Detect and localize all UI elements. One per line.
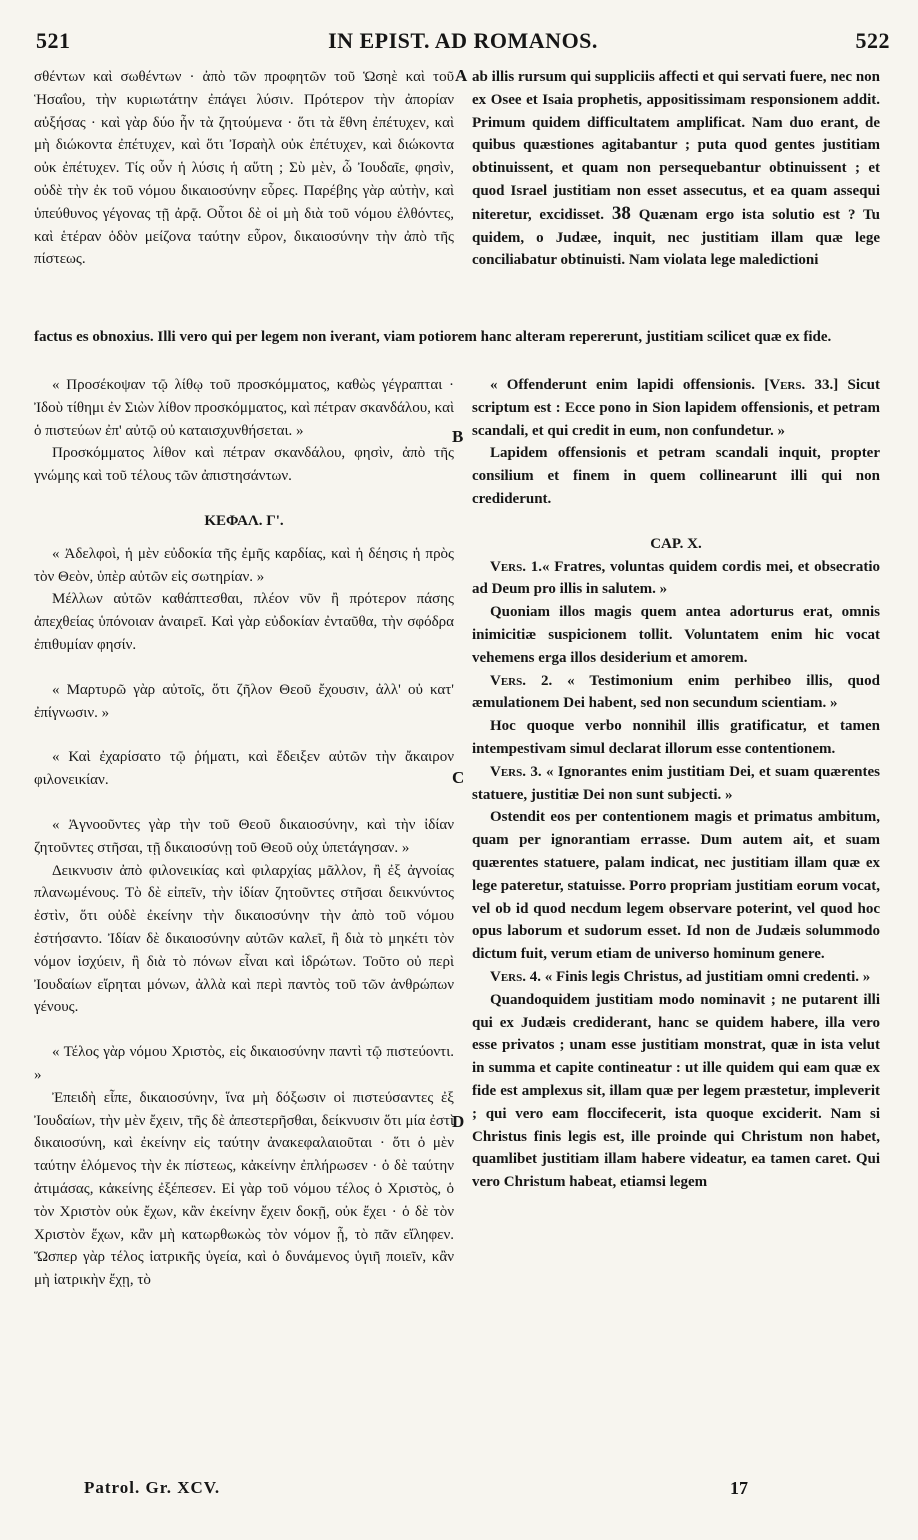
greek-quote: « Μαρτυρῶ γὰρ αὐτοῖς, ὅτι ζῆλον Θεοῦ ἔχουσιν, ἀλλ' οὐ κατ' ἐπίγνωσιν. » [34, 681, 454, 721]
latin-quote: « Offenderunt enim lapidi offensionis. [Vers. 33.] Sicut scriptum est : Ecce pono in Sion lapidem offensionis, et petram scandali, et qui credit in eum, non confundetur. » [472, 377, 881, 439]
greek-quote: « Τέλος γὰρ νόμου Χριστὸς, εἰς δικαιοσύνην παντὶ τῷ πιστεύοντι. » [34, 1044, 454, 1083]
latin-paragraph: Quoniam illos magis quem antea adorturus erat, omnis inimicitiæ suspicionem tollit. Voluntatem enim hic vocat vehemens erga illos desiderium et amorem. [472, 604, 880, 666]
greek-quote: « Ἀγνοοῦντες γὰρ τὴν τοῦ Θεοῦ δικαιοσύνην, καὶ τὴν ἰδίαν ζητοῦντες στῆσαι, τῇ δικαιοσύνῃ τοῦ Θεοῦ οὐχ ὑπετάγησαν. » [34, 816, 454, 856]
left-page-number: 521 [36, 28, 71, 53]
section-number: 38 [611, 202, 631, 224]
running-title: IN EPIST. AD ROMANOS. [328, 28, 598, 53]
greek-paragraph: Προσκόμματος λίθον καὶ πέτραν σκανδάλου, φησὶν, ἀπὸ τῆς γνώμης καὶ τοῦ τέλους τῶν ἀπιστησάντων. [34, 445, 454, 485]
latin-verse: Vers. 1.« Fratres, voluntas quidem cordis mei, et obsecratio ad Deum pro illis in salutem. » [472, 558, 880, 598]
footer-signature: 17 [730, 1478, 748, 1498]
latin-paragraph: ab illis rursum qui suppliciis affecti et qui servati fuere, nec non ex Osee et Isaia prophetis, appositissimam responsionem addit. Primum quidem difficultatem amplificat. Nam duo erant, de quibus quæstiones agitabantur ; puta quod gentes justitiam obtinuissent, et quam non persequebantur obtinuissent ; et quod Israel justitiam non esset assecutus, et ea quam assequi niteretur, excidisset. 38 Quænam ergo ista solutio est ? Tu quidem, o Judæe, inquit, nec justitiam illam quæ lege conciliabatur obtinuisti. Nam violata lege maledictioni [472, 69, 881, 269]
greek-quote: « Προσέκοψαν τῷ λίθῳ τοῦ προσκόμματος, καθὼς γέγραπται · Ἰδοὺ τίθημι ἐν Σιὼν λίθον προσκόμματος, καὶ πέτραν σκανδάλου, καὶ ὁ πιστεύων ἐπ' αὐτῷ οὐ καταισχυνθήσεται. » [34, 377, 454, 439]
latin-verse: Vers. 3. « Ignorantes enim justitiam Dei, et suam quærentes statuere, justitiæ Dei non sunt subjecti. » [472, 763, 881, 803]
greek-paragraph: Ἐπειδὴ εἶπε, δικαιοσύνην, ἵνα μὴ δόξωσιν οἱ πιστεύσαντες ἐξ Ἰουδαίων, τὴν μὲν ἔχειν, τῆς δὲ ἀπεστερῆσθαι, δείκνυσιν ὅτι μία ἐστὶ δικαιοσύνη, καὶ ἐκείνην εἰς ταύτην ἀνακεφαλαιοῦται · ὅτι ὁ μὲν ταύτην ἑλόμενος τὴν ἐκ πίστεως, κἀκείνην ἐπλήρωσεν · ὁ δὲ ταύτην ἀτιμάσας, κἀκείνης ἐξέπεσεν. Εἰ γὰρ τοῦ νόμου τέλος ὁ Χριστὸς, ὁ τὸν Χριστὸν οὐκ ἔχων, κἂν ἐκείνην ἔχειν δοκῇ, οὐκ ἔχει · ὁ δὲ τὸν Χριστὸν ἔχων, κἂν μὴ κατωρθωκὼς τὸν νόμον ᾖ, τὸ πᾶν εἴληφεν. Ὥσπερ γὰρ τέλος ἰατρικῆς ὑγεία, καὶ ὁ δυνάμενος ὑγιῆ ποιεῖν, κἂν μὴ ἰατρικὴν ἔχῃ, τὸ [34, 1089, 454, 1289]
full-width-text: factus es obnoxius. Illi vero qui per legem non iverant, viam potiorem hanc alteram repererunt, justitiam scilicet quæ ex fide. [34, 329, 832, 345]
latin-verse: Vers. 2. « Testimonium enim perhibeo illis, quod æmulationem Dei habent, sed non secundum scientiam. » [472, 672, 880, 712]
latin-column [472, 374, 880, 1194]
greek-quote: « Καὶ ἐχαρίσατο τῷ ῥήματι, καὶ ἔδειξεν αὐτῶν τὴν ἄκαιρον φιλονεικίαν. [34, 749, 454, 789]
latin-paragraph: Ostendit eos per contentionem magis et primatus ambitum, quam per ignorantiam errasse. Dum autem ait, et suam quærentes statuere, palam indicat, nec justitiam illam quæ ex lege pateretur, statuisse. Porro propriam justitiam eorum vocat, vel ob id quod necdum legem observare poterint, vel quod hoc opus laborum et sudorum esset. Id non de Judæis solummodo dictum fuit, verum etiam de universo hominum genere. [472, 809, 880, 963]
margin-marker-d: D [452, 1112, 465, 1131]
latin-paragraph: Lapidem offensionis et petram scandali inquit, propter consilium et finem in quem collinearunt illi qui non crediderunt. [472, 445, 880, 507]
greek-paragraph: Δεικνυσιν ἀπὸ φιλονεικίας καὶ φιλαρχίας μᾶλλον, ἢ ἐξ ἀγνοίας πλανωμένους. Τὸ δὲ εἰπεῖν, τὴν ἰδίαν ζητοῦντες στῆσαι δεικνύντος ἐστὶν, ὅτι οὐδὲ ἐκείνην τὴν δικαιοσύνην τὴν ἀπὸ τοῦ νόμου ἐστήσαντο. Ἰδίαν δὲ δικαιοσύνην αὐτῶν καλεῖ, ἢ διὰ τὸ μηκέτι τὸν νόμον ἰσχύειν, ἢ διὰ τὸ πόνων εἶναι καὶ ἱδρώτων. Τοῦτο οὐ περὶ Ἰουδαίων εἴρηται μόνων, ἀλλὰ καὶ περὶ παντὸς τοῦ τῶν ἀνθρώπων γένους. [34, 862, 454, 1016]
footer-series: Patrol. Gr. XCV. [84, 1478, 221, 1497]
running-header [36, 28, 890, 62]
greek-paragraph: σθέντων καὶ σωθέντων · ἀπὸ τῶν προφητῶν τοῦ Ὡσηὲ καὶ τοῦ Ἡσαΐου, τὴν κυριωτάτην ἐπάγει λύσιν. Πρότερον τὴν ἀπορίαν αὐξήσας · καὶ γὰρ δύο ἦν τὰ ζητούμενα · ὅτι τὰ ἔθνη ἐπέτυχεν, καὶ μὴ διώκοντα ἐπέτυχεν, καὶ ὅτι Ἰσραὴλ οὐκ ἐπέτυχεν, καὶ διώκοντα οὐκ ἐπέτυχεν. Τίς οὖν ἡ λύσις ἡ αὕτη ; Σὺ μὲν, ὦ Ἰουδαῖε, φησὶν, οὐδὲ τὴν ἐκ τοῦ νόμου δικαιοσύνην εὗρες. Παρέβης γὰρ αὐτὴν, καὶ ὑπεύθυνος γέγονας τῇ ἀρᾷ. Οὗτοι δὲ οἱ μὴ διὰ τοῦ νόμου ἐλθόντες, καὶ ἑτέραν ὁδὸν μείζονα ταύτην εὗρον, δικαιοσύνην τὴν ἀπὸ τῆς πίστεως. [34, 69, 454, 268]
margin-marker-c: C [452, 768, 465, 787]
greek-quote: « Ἀδελφοὶ, ἡ μὲν εὐδοκία τῆς ἐμῆς καρδίας, καὶ ἡ δέησις ἡ πρὸς τὸν Θεὸν, ὑπὲρ αὐτῶν εἰς σωτηρίαν. » [34, 545, 454, 585]
margin-marker-a: A [455, 66, 468, 85]
greek-paragraph: Μέλλων αὐτῶν καθάπτεσθαι, πλέον νῦν ἢ πρότερον πάσης ἀπεχθείας ὑπόνοιαν ἀναιρεῖ. Καὶ γὰρ εὐδοκίαν ἐνταῦθα, τὴν σφόδρα ἐπιθυμίαν φησίν. [34, 591, 454, 653]
latin-paragraph: Quandoquidem justitiam modo nominavit ; ne putarent illi qui ex Judæis crediderant, hanc se quidem habere, illa vero esse privatos ; unam esse justitiam monstrat, quæ in ista velut in summa et capite contineatur : ut ille quidem qui eam quæ ex fide est amplexus sit, illam quæ per legem præstetur, impleverit ; qui vero eam floccifecerit, ista quoque exciderit. Nam si Christus finis legis est, ille proinde qui Christum non habet, quamlibet justitiam illam habere videatur, ea tamen caret. Qui vero Christum habeat, etiamsi legem [472, 991, 880, 1191]
latin-verse: Vers. 4. « Finis legis Christus, ad justitiam omni credenti. » [490, 968, 871, 985]
right-page-number: 522 [855, 28, 890, 53]
greek-column [34, 374, 454, 1292]
greek-column-top [34, 66, 454, 316]
latin-chapter-heading: CAP. X. [650, 535, 702, 552]
latin-column-top [472, 66, 880, 316]
latin-paragraph: Hoc quoque verbo nonnihil illis gratificatur, et tamen intempestivam simul declarat illorum esse contentionem. [472, 718, 880, 757]
greek-chapter-heading: ΚΕΦΑΛ. Γ'. [204, 512, 284, 529]
margin-marker-b: B [452, 427, 464, 446]
